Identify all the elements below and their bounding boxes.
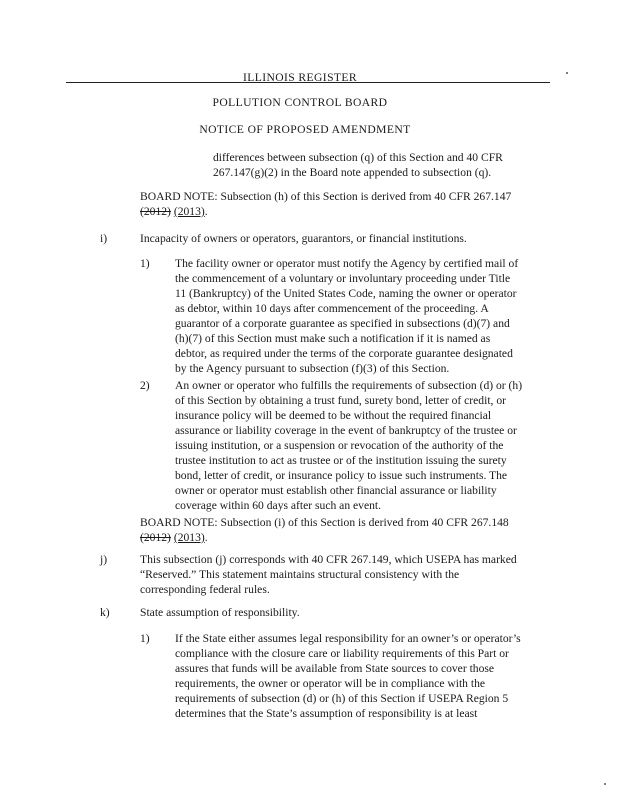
text-line: as debtor, within 10 days after commencement of the proceeding. A (175, 302, 489, 315)
text-line: “Reserved.” This statement maintains structural consistency with the (140, 568, 460, 581)
section-j-text (140, 552, 517, 597)
section-i-2-text (175, 378, 522, 513)
text-line: 11 (Bankruptcy) of the United States Code, naming the owner or operator (175, 287, 517, 300)
inserted-year: (2013) (173, 205, 205, 218)
text-line: bond, letter of credit, or insurance policy to issue such instruments. The (175, 469, 508, 482)
board-note-h (140, 189, 511, 219)
notice-title: NOTICE OF PROPOSED AMENDMENT (199, 123, 411, 136)
continuation-text (213, 150, 503, 180)
period: . (204, 531, 208, 544)
header-rule (66, 82, 550, 83)
text-line: issuing institution, or a suspension or revocation of the authority of the (175, 439, 504, 452)
section-k-title: State assumption of responsibility. (140, 606, 300, 619)
text-line: coverage within 60 days after such an event. (175, 499, 382, 512)
text-line: requirements, the owner or operator will be in compliance with the (175, 677, 486, 690)
register-title: ILLINOIS REGISTER (242, 71, 358, 84)
text-line: corresponding federal rules. (140, 583, 270, 596)
text-line: The facility owner or operator must notify the Agency by certified mail of (175, 257, 519, 270)
section-i-2-label: 2) (140, 379, 150, 392)
section-i-label: i) (100, 232, 108, 245)
section-i-1-label: 1) (140, 257, 150, 270)
deleted-year: (2012) (140, 531, 171, 544)
text-line: owner or operator must establish other financial assurance or liability (175, 484, 497, 497)
text-line: BOARD NOTE: Subsection (i) of this Section is derived from 40 CFR 267.148 (140, 516, 509, 529)
text-line: guarantor of a corporate guarantee as specified in subsections (d)(7) and (175, 317, 510, 330)
period: . (204, 205, 208, 218)
board-note-i (140, 515, 509, 545)
text-line: (h)(7) of this Section must make such a notification if it is named as (175, 332, 491, 345)
scan-speck (604, 783, 606, 785)
section-i-title: Incapacity of owners or operators, guarantors, or financial institutions. (140, 232, 467, 245)
text-line: insurance policy will be deemed to be without the required financial (175, 409, 492, 422)
text-line: debtor, as required under the terms of the corporate guarantee designated (175, 347, 513, 360)
section-j-label: j) (100, 553, 108, 566)
text-line: This subsection (j) corresponds with 40 CFR 267.149, which USEPA has marked (140, 553, 517, 566)
agency-title: POLLUTION CONTROL BOARD (212, 96, 388, 109)
text-line (140, 530, 509, 545)
text-line: 267.147(g)(2) in the Board note appended to subsection (q). (213, 166, 492, 179)
text-line: An owner or operator who fulfills the requirements of subsection (d) or (h) (175, 379, 523, 392)
text-line: assurance or liability coverage in the event of bankruptcy of the trustee or (175, 424, 517, 437)
text-line: by the Agency pursuant to subsection (f)(3) of this Section. (175, 362, 450, 375)
section-k-1-text (175, 631, 521, 721)
text-line: requirements of subsection (d) or (h) of this Section if USEPA Region 5 (175, 692, 509, 705)
text-line: trustee institution to act as trustee or of the institution issuing the surety (175, 454, 507, 467)
text-line (140, 204, 511, 219)
text-line: the commencement of a voluntary or involuntary proceeding under Title (175, 272, 511, 285)
text-line: BOARD NOTE: Subsection (h) of this Section is derived from 40 CFR 267.147 (140, 190, 512, 203)
text-line: of this Section by obtaining a trust fund, surety bond, letter of credit, or (175, 394, 506, 407)
text-line: differences between subsection (q) of this Section and 40 CFR (213, 151, 503, 164)
section-k-1-label: 1) (140, 632, 150, 645)
inserted-year: (2013) (173, 531, 205, 544)
section-i-1-text (175, 256, 518, 376)
text-line: compliance with the closure care or liability requirements of this Part or (175, 647, 509, 660)
text-line: If the State either assumes legal responsibility for an owner’s or operator’s (175, 632, 521, 645)
deleted-year: (2012) (140, 205, 171, 218)
section-k-label: k) (100, 606, 110, 619)
scan-speck (566, 72, 568, 74)
text-line: determines that the State’s assumption of responsibility is at least (175, 707, 478, 720)
text-line: assures that funds will be available from State sources to cover those (175, 662, 495, 675)
